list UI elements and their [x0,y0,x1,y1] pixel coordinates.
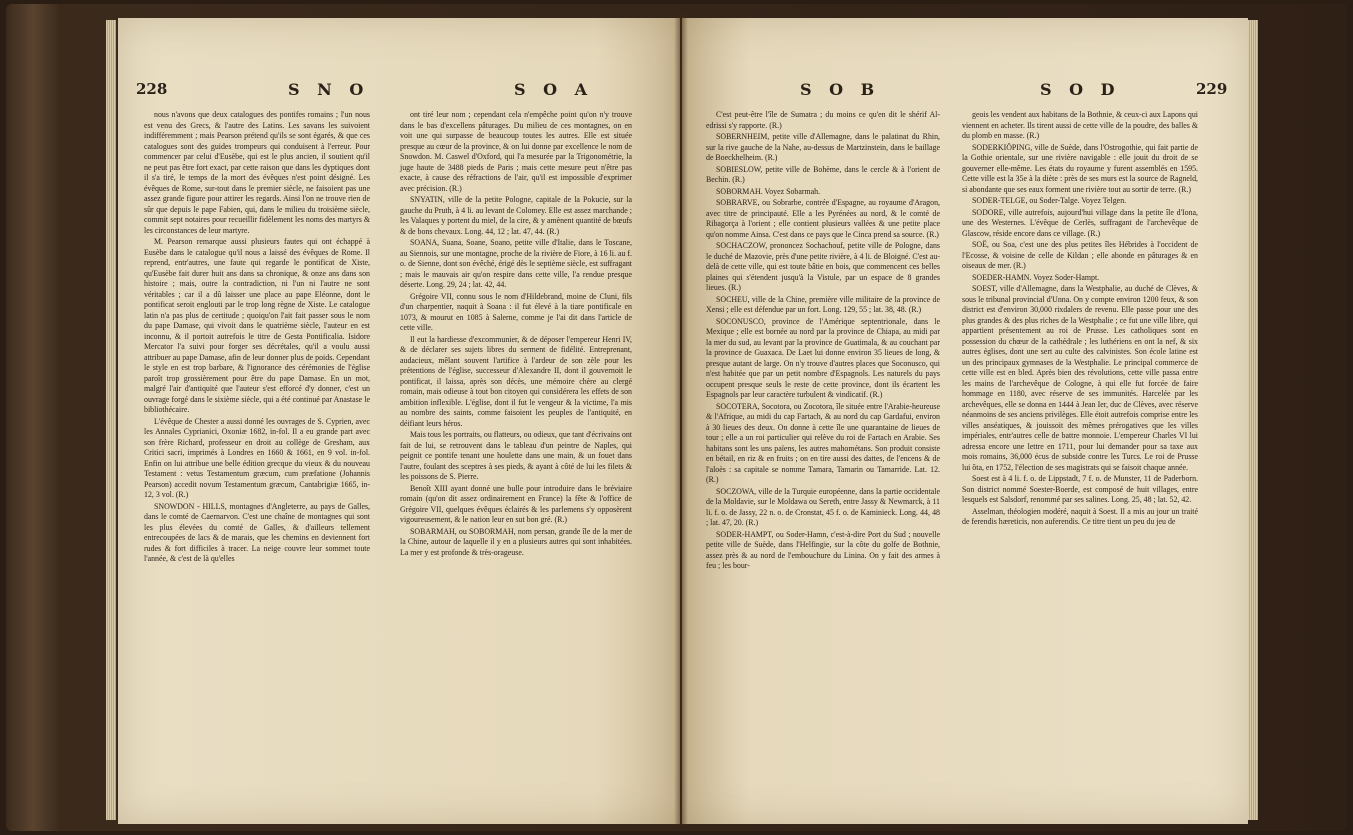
paragraph: Benoît XIII ayant donné une bulle pour introduire dans le bréviaire romain (qu'on dit assez ordinairement en France) la fête & l'office de Grégoire VII, quelques évêques éclairés & les parlemens s'y opposèrent vigoureusement, & le nation leur en sut bon gré. (R.) [400,483,632,524]
paragraph: SOBORMAH. Voyez Sobarmah. [716,186,821,196]
right-running-head-right: S O D [1040,80,1121,99]
paragraph: SOCOTERA, Socotora, ou Zocotora, île située entre l'Arabie-heureuse & l'Afrique, au midi du cap Fartach, & au nord du cap Gardafui, environ à 30 lieues des deux. On donne à cette île une quarantaine de lieues de tour ; elle a un roi particulier qui relève du roi de Fartach en Arabie. Ses habitans sont les uns païens, les autres mahométans. Son produit consiste en bétail, en riz & en fruits ; on en tire aussi des dattes, de l'encens & de l'aloès : sa capitale se nomme Tamara, Tamarin ou Tamarride. Lat. 12. (R.) [706,401,940,484]
paragraph: SOANA, Suana, Soane, Soano, petite ville d'Italie, dans le Toscane, au Siennois, sur une montagne, proche de la rivière de Fiore, à 16 li. au f. o. de Sienne, dont son évêché, érigé dès le septième siècle, est suffragant ; mais le mauvais air qu'on respire dans cette ville, l'a rendue presque déserte. Long. 29, 24 ; lat. 42, 44. [400,238,632,289]
right-page-column-1 [706,110,940,573]
paragraph: M. Pearson remarque aussi plusieurs fautes qui ont échappé à Eusèbe dans le catalogue qu'il nous a laissé des évêques de Rome. Il reprend, entr'autres, une faute qui regarde le pontificat de Xiste, qu'Eusèbe fait durer huit ans dans sa chronique, & onze ans dans son histoire ; mais, outre la contradiction, ni l'un ni l'autre ne sont véritables ; car il a dû laisser une place au pape Eléonne, dont le pontificat seroit englouti par le trop long règne de Xiste. Le catalogue latin n'a pas plus de certitude ; quoiqu'on l'ait fait passer sous le nom du pape Damase, qui vivoit dans le quatrième siècle, l'auteur en est inconnu, & il portoit autrefois le titre de Gesta Pontificalia. Isidore Mercator l'a suivi pour forger ses décrétales, qu'il a voulu aussi attribuer au pape Damase, afin de leur donner plus de poids. Cependant le style en est trop barbare, & l'ignorance des cérémonies de l'église paroît trop grossièrement pour être du pape Damase. En un mot, malgré l'air d'antiquité que l'auteur s'est efforcé d'y donner, c'est un ouvrage forgé dans le sixième siècle, qui a été continué par Anastase le bibliothécaire. [144,237,370,414]
left-page-column-1 [144,110,370,566]
paragraph: SOË, ou Soa, c'est une des plus petites îles Hébrides à l'occident de l'Ecosse, & voisine de celle de Kildan ; elle abonde en pâturages & en oiseaux de mer. (R.) [962,240,1198,270]
paragraph: SOCHACZOW, prononcez Sochachouf, petite ville de Pologne, dans le duché de Mazovie, près d'une petite rivière, à 4 li. de Bloigné. C'est au-delà de cette ville, qui est toute bâtie en bois, que commencent ces belles plaines qui s'étendent jusqu'à la Vistule, par un espace de 8 grandes lieues. (R.) [706,241,940,292]
book-spread [6,4,1347,831]
right-running-head-left: S O B [800,80,881,99]
paragraph: SOCZOWA, ville de la Turquie européenne, dans la partie occidentale de la Moldavie, sur le Moldawa ou Sereth, entre Jassy & Newmarck, à 11 li. f. o. de Jassy, 22 n. o. de Cronstat, 45 f. o. de Kaminieck. Long. 44, 48 ; lat. 47, 20. (R.) [706,486,940,527]
book-gutter [674,14,688,826]
paragraph: SOCONUSCO, province de l'Amérique septentrionale, dans le Mexique ; elle est bornée au nord par la province de Chiapa, au midi par la mer du sud, au levant par la province de Guatimala, & au couchant par la province de Guaxaca. De Laet lui donne environ 35 lieues de long, & presque autant de large. On n'y trouve d'autres places que Soconusco, qui n'est habitée que par un petit nombre d'Espagnols. Les naturels du pays occupent presque seuls le reste de cette province, dont ils écartent les Espagnols par leur caractère turbulent & vindicatif. (R.) [706,316,940,399]
paragraph: L'évêque de Chester a aussi donné les ouvrages de S. Cyprien, avec les Annales Cyprianici, Oxoniæ 1682, in-fol. Il a eu grande part avec son frère Richard, professeur en droit au collège de Gresham, aux Critici sacri, imprimés à Londres en 1660 & 1661, en 9 vol. in-fol. Enfin on lui attribue une belle édition grecque du vieux & du nouveau Testament : vetus Testamentum græcum, cum præfatione (Johannis Pearson) accedit novum Testamentum græcum, Cantabrigiæ 1665, in-12, 3 vol. (R.) [144,416,370,499]
right-page-number: 229 [1196,80,1228,98]
left-page-edges [106,20,116,820]
paragraph: geois les vendent aux habitans de la Bothnie, & ceux-ci aux Lapons qui viennent en acheter. Ils tirent aussi de cette ville de la poudre, des balles & du plomb en masse. (R.) [962,110,1198,140]
paragraph: Grégoire VII, connu sous le nom d'Hildebrand, moine de Cluni, fils d'un charpentier, naquit à Soana : il fut élevé à la tiare pontificale en 1073, & mourut en 1085 à Salerne, comme je l'ai dit dans l'article de cette ville. [400,291,632,332]
paragraph: ont tiré leur nom ; cependant cela n'empêche point qu'on n'y trouve dans le bas d'excellens pâturages. Du milieu de ces montagnes, on en voit une qui surpasse de beaucoup toutes les autres. Elle est située presque au cœur de la province, & on lui donne par excellence le nom de Snowdon. M. Caswel d'Oxford, qui l'a mesurée par la Trigonométrie, la juge haute de 3488 pieds de Paris ; mais cette mesure peut n'être pas exacte, à cause des réfractions de l'air, qu'il est impossible d'exprimer avec précision. (R.) [400,110,632,193]
paragraph: SOBRARVE, ou Sobrarbe, contrée d'Espagne, au royaume d'Aragon, avec titre de principauté. Elle a les Pyrénées au nord, & le comté de Ribagorça à l'orient ; elle contient plusieurs vallées & une petite place qu'on nomme Ainsa. C'est dans ce pays que le Cinca prend sa source. (R.) [706,198,940,239]
paragraph: SNOWDON - HILLS, montagnes d'Angleterre, au pays de Galles, dans le comté de Caernarvon. C'est une chaîne de montagnes qui sont les plus élevées du comté de Galles, & d'ailleurs tellement entrecoupées de lacs & de marais, que les chemins en deviennent fort rudes & fort difficiles à tracer. La neige couvre leur sommet toute l'année, & c'est de là qu'elles [144,501,370,563]
paragraph: SOBIESLOW, petite ville de Bohème, dans le cercle & à l'orient de Bechin. (R.) [706,164,940,184]
left-page-number: 228 [136,80,168,98]
right-page [682,18,1248,824]
paragraph: SOBARMAH, ou SOBORMAH, nom persan, grande île de la mer de la Chine, autour de laquelle il y en a plusieurs autres qui sont inhabitées. La mer y est profonde & très-orageuse. [400,526,632,557]
left-running-head-left: S N O [288,80,370,99]
paragraph: SOEDER-HAMN. Voyez Soder-Hampt. [972,272,1100,282]
paragraph: SNYATIN, ville de la petite Pologne, capitale de la Pokucie, sur la gauche du Pruth, à 4 li. au levant de Colomey. Elle est assez marchande ; les Valaques y portent du miel, de la cire, & y amènent quantité de bœufs & de bons chevaux. Long. 44, 12 ; lat. 47, 44. (R.) [400,195,632,236]
paragraph: Mais tous les portraits, ou flatteurs, ou odieux, que tant d'écrivains ont fait de lui, se retrouvent dans le tableau d'un peintre de Naples, qui peignit ce pontife tenant une houlette dans une main, & un fouet dans l'autre, foulant des sceptres à ses pieds, & ayant à côté de lui les filets & les poissons de S. Pierre. [400,430,632,481]
paragraph: nous n'avons que deux catalogues des pontifes romains ; l'un nous est venu des Grecs, & l'autre des Latins. Les savans les suivoient indifféremment ; mais Pearson prétend qu'ils se sont égarés, & que ces catalogues sont des guides trompeurs qui conduisent à l'erreur. Pour commencer par celui d'Eusèbe, qui est le plus ancien, il soutient qu'il ne peut pas être fort exact, par cette raison que dans les dyptiques dont il s'a tiré, le temps de la mort des évêques n'est point désigné. Les évêques de Rome, sur-tout dans le premier siècle, ne faisoient pas une assez grande figure pour attirer les regards. Ainsi l'on ne trouve rien de sûr que depuis le pape Fabien, qui, dans le milieu du troisième siècle, commit sept notaires pour recueillir fidèlement les noms des martyrs & les circonstances de leur martyre. [144,110,370,235]
paragraph: SOEST, ville d'Allemagne, dans la Westphalie, au duché de Clèves, & sous le tribunal provincial d'Unna. On y compte environ 1200 feux, & son district est d'environ 30,000 rixdalers de revenu. Elle passe pour une des plus grandes & des plus riches de la Westphalie ; ce fut une ville libre, qui appartient présentement au roi de Prusse. Les catholiques sont en possession du chœur de la cathédrale ; les luthériens en ont la nef, & six autres églises, dont une sert au culte des calvinistes. Son école latine est un des principaux gymnases de la Westphalie. Le principal commerce de cette ville est en bled. Après bien des révolutions, cette ville passa entre les mains de l'archevêque de Cologne, à qui elle fut forcée de faire hommage en 1180, avec réserve de ses immunités. Harcelée par les archevêques, elle se donna en 1444 à Jean Ier, duc de Clèves, avec réserve néanmoins de ses anciens privilèges. Elle étoit autrefois comprise entre les villes anséatiques, & jouissoit des mêmes prérogatives que les villes impériales, entr'autres celle de battre monnoie. L'empereur Charles VI lui adressa encore une lettre en 1711, pour lui demander pour sa taxe aux mois romains, 36,000 écus de subside contre les Turcs. Le roi de Prusse lui ôta, en 1752, l'élection de ses magistrats qui se faisoit chaque année. [962,284,1198,472]
paragraph: Soest est à 4 li. f. o. de Lippstadt, 7 f. o. de Munster, 11 de Paderborn. Son district nommé Soester-Boerde, est composé de huit villages, entre lesquels est Salsdorf, renommé par ses salines. Long. 25, 48 ; lat. 52, 42. [962,474,1198,504]
paragraph: C'est peut-être l'île de Sumatra ; du moins ce qu'en dit le shérif Al-edrissi s'y rapporte. (R.) [706,110,940,130]
paragraph: Asselman, théologien modéré, naquit à Soest. Il a mis au jour un traité de ferendis hæreticis, non auferendis. Ce titre tient un peu du jeu de [962,506,1198,526]
paragraph: SOCHEU, ville de la Chine, première ville militaire de la province de Xensi ; elle est défendue par un fort. Long. 129, 55 ; lat. 38, 48. (R.) [706,294,940,314]
paragraph: SODORE, ville autrefois, aujourd'hui village dans la petite île d'Iona, une des Westernes. L'évêque de Cerlès, suffragant de l'archevêque de Glascow, réside encore dans ce village. (R.) [962,207,1198,238]
left-page-header [118,80,680,102]
paragraph: SODER-TELGE, ou Soder-Talge. Voyez Telgen. [972,196,1127,205]
left-page [118,18,680,824]
left-running-head-right: S O A [514,80,594,99]
right-page-column-2 [962,110,1198,529]
left-page-column-2 [400,110,632,559]
right-page-edges [1248,20,1258,820]
paragraph: Il eut la hardiesse d'excommunier, & de déposer l'empereur Henri IV, & de déclarer ses sujets libres du serment de fidélité. Entreprenant, audacieux, mêlant souvent l'artifice à l'ardeur de son zèle pour les prétentions de l'église, successeur d'Alexandre II, dont il gouvernoit le pontificat, il laissa, après son décès, une mémoire chère au clergé romain, mais odieuse à tout bon citoyen qui considérera les effets de son ambition inflexible. L'église, dont il fut le vengeur & la victime, l'a mis au nombre des saints, comme faisoient les peuples de l'antiquité, en déifiant leurs héros. [400,334,632,428]
right-page-header [682,80,1248,102]
paragraph: SOBERNHEIM, petite ville d'Allemagne, dans le palatinat du Rhin, sur la rive gauche de la Nahe, au-dessus de Martzinstein, dans le baillage de Boeckhelheim. (R.) [706,132,940,162]
paragraph: SODER-HAMPT, ou Soder-Hamn, c'est-à-dire Port du Sud ; nouvelle petite ville de Suède, dans l'Helfingie, sur la côte du golfe de Bothnie, assez près & au nord de l'embouchure du Linina. On y fait des armes à feu ; les bour- [706,529,940,570]
paragraph: SODERKIÖPING, ville de Suède, dans l'Ostrogothie, qui fait partie de la Gothie orientale, sur une rivière navigable : elle jouit du droit de se gouverner elle-même. Les états du royaume y furent assemblés en 1595. Cette ville est la 35e à la diète : près de ses murs est la source de Ragneld, si abondante que ses eaux forment une rivière tout au sortir de terre. (R.) [962,142,1198,194]
